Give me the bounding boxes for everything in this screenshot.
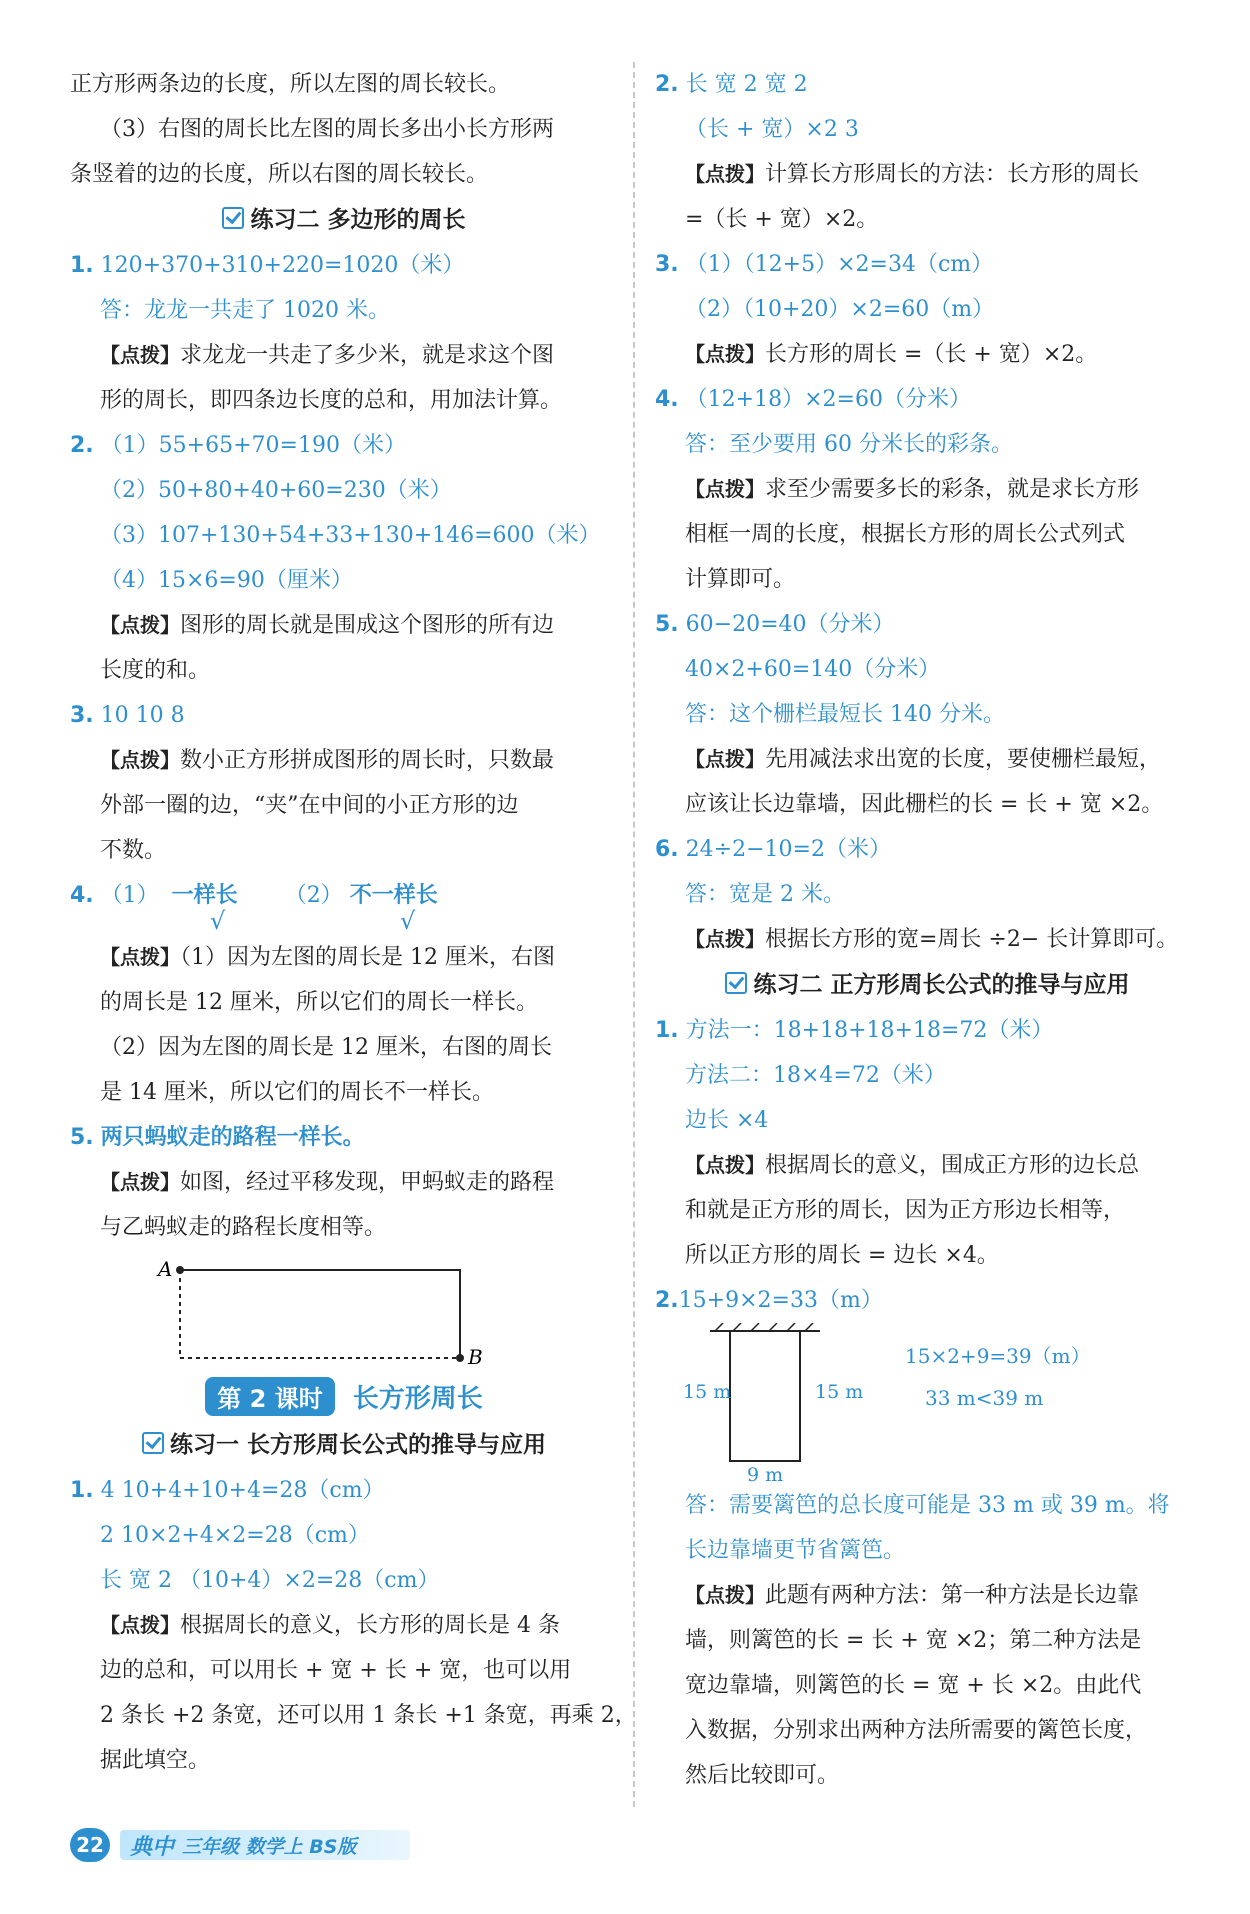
section-title: 练习二 多边形的周长 <box>70 197 618 243</box>
tip-line: 入数据，分别求出两种方法所需要的篱笆长度， <box>685 1718 1148 1743</box>
answer-line: （2）（10+20）×2=60（m） <box>685 297 995 322</box>
square-question-2: 2.15+9×2=33（m） <box>655 1288 883 1313</box>
question-4: 4. （1） 一样长 （2） 不一样长 √ √ <box>70 882 438 935</box>
answer-line: 方法二：18×4=72（米） <box>685 1063 946 1088</box>
column-divider <box>633 62 635 1807</box>
tip: 【点拨】先用减法求出宽的长度，要使栅栏最短， <box>685 747 1162 772</box>
tip-line: 所以正方形的周长 = 边长 ×4。 <box>685 1243 999 1268</box>
answer-line: （2）50+80+40+60=230（米） <box>100 478 452 503</box>
tip: 【点拨】求龙龙一共走了多少米，就是求这个图 <box>100 343 555 368</box>
compare-line: 33 m<39 m <box>925 1386 1044 1410</box>
lesson-tag: 第 2 课时 <box>205 1377 334 1416</box>
tip: 【点拨】图形的周长就是围成这个图形的所有边 <box>100 613 555 638</box>
answer-line: （3）107+130+54+33+130+146=600（米） <box>100 523 601 548</box>
tip: 【点拨】如图，经过平移发现，甲蚂蚁走的路程 <box>100 1170 555 1195</box>
question-2: 2. （1）55+65+70=190（米） <box>70 433 406 458</box>
tip: 【点拨】（1）因为左图的周长是 12 厘米，右图 <box>100 945 555 970</box>
tip: 【点拨】此题有两种方法：第一种方法是长边靠 <box>685 1583 1140 1608</box>
answer-line: 边长 ×4 <box>685 1108 769 1133</box>
question-3: 3. 10 10 8 <box>70 703 185 728</box>
lesson-header <box>70 1370 618 1422</box>
question-5: 5. 60−20=40（分米） <box>655 612 895 637</box>
intro-line: （3）右图的周长比左图的周长多出小长方形两 <box>100 117 554 142</box>
fence-diagram <box>655 1323 1200 1483</box>
tick-icon: √ <box>210 907 226 935</box>
answer: 长边靠墙更节省篱笆。 <box>685 1538 906 1563</box>
tip-line: 据此填空。 <box>100 1748 211 1773</box>
tip-line: （2）因为左图的周长是 12 厘米，右图的周长 <box>100 1035 552 1060</box>
point-a-label: A <box>158 1257 173 1281</box>
question-6: 6. 24÷2−10=2（米） <box>655 837 891 862</box>
intro-line: 条竖着的边的长度，所以右图的周长较长。 <box>70 162 489 187</box>
checkbox-icon <box>222 207 244 229</box>
answer-line: （4）15×6=90（厘米） <box>100 568 353 593</box>
answer: 答：这个栅栏最短长 140 分米。 <box>685 702 1005 727</box>
point-b-label: B <box>468 1345 483 1369</box>
tick-icon: √ <box>400 907 416 935</box>
left-column <box>70 62 637 1783</box>
answer: 答：龙龙一共走了 1020 米。 <box>100 298 390 323</box>
answer: 答：至少要用 60 分米长的彩条。 <box>685 432 1013 457</box>
question-3: 3. （1）（12+5）×2=34（cm） <box>655 252 994 277</box>
calc-line: 15×2+9=39（m） <box>905 1344 1091 1368</box>
tip: 【点拨】根据周长的意义，围成正方形的边长总 <box>685 1153 1140 1178</box>
page-number: 22 <box>70 1828 110 1862</box>
answer-line: 2 10×2+4×2=28（cm） <box>100 1523 370 1548</box>
bottom-label: 9 m <box>747 1464 784 1483</box>
answer: 答：需要篱笆的总长度可能是 33 m 或 39 m。将 <box>685 1493 1170 1518</box>
ant-path-diagram <box>70 1250 618 1370</box>
tip-line: 边的总和，可以用长 + 宽 + 长 + 宽，也可以用 <box>100 1658 572 1683</box>
question-5: 5. 两只蚂蚁走的路程一样长。 <box>70 1124 365 1150</box>
checkbox-icon <box>725 972 747 994</box>
right-column <box>655 62 1200 1798</box>
intro-line: 正方形两条边的长度，所以左图的周长较长。 <box>70 72 511 97</box>
tip: 【点拨】数小正方形拼成图形的周长时，只数最 <box>100 748 555 773</box>
tip-line: 外部一圈的边，“夹”在中间的小正方形的边 <box>100 793 519 818</box>
tip-line: 计算即可。 <box>685 567 796 592</box>
tip-line: =（长 + 宽）×2。 <box>685 207 879 232</box>
tip-line: 相框一周的长度，根据长方形的周长公式列式 <box>685 522 1126 547</box>
tip: 【点拨】计算长方形周长的方法：长方形的周长 <box>685 162 1140 187</box>
tip-line: 的周长是 12 厘米，所以它们的周长一样长。 <box>100 990 538 1015</box>
tip-line: 长度的和。 <box>100 658 211 683</box>
tip-line: 墙，则篱笆的长 = 长 + 宽 ×2；第二种方法是 <box>685 1628 1142 1653</box>
tip: 【点拨】根据长方形的宽=周长 ÷2− 长计算即可。 <box>685 927 1179 952</box>
question-1: 1. 120+370+310+220=1020（米） <box>70 253 465 278</box>
tip-line: 然后比较即可。 <box>685 1763 840 1788</box>
tip-line: 与乙蚂蚁走的路程长度相等。 <box>100 1215 387 1240</box>
footer-band <box>120 1830 410 1860</box>
answer: 答：宽是 2 米。 <box>685 882 845 907</box>
tip: 【点拨】求至少需要多长的彩条，就是求长方形 <box>685 477 1140 502</box>
square-question-1: 1. 方法一：18+18+18+18=72（米） <box>655 1018 1054 1043</box>
tip-line: 形的周长，即四条边长度的总和，用加法计算。 <box>100 388 563 413</box>
brand-logo: 典中 <box>130 1834 175 1860</box>
page-footer <box>70 1826 410 1864</box>
side-right-label: 15 m <box>815 1381 864 1403</box>
lesson-title: 长方形周长 <box>352 1383 483 1414</box>
section-title: 练习一 长方形周长公式的推导与应用 <box>70 1422 618 1468</box>
answer-line: 40×2+60=140（分米） <box>685 657 941 682</box>
book-info: 三年级 数学上 BS版 <box>182 1835 357 1858</box>
question-4: 4. （12+18）×2=60（分米） <box>655 387 971 412</box>
tip-line: 2 条长 +2 条宽，还可以用 1 条长 +1 条宽，再乘 2， <box>100 1703 637 1728</box>
answer-line: （长 + 宽）×2 3 <box>685 117 859 142</box>
practice-1: 1. 4 10+4+10+4=28（cm） <box>70 1478 385 1503</box>
question-2: 2. 长 宽 2 宽 2 <box>655 72 808 97</box>
tip-line: 不数。 <box>100 838 167 863</box>
tip-line: 应该让长边靠墙，因此栅栏的长 = 长 + 宽 ×2。 <box>685 792 1164 817</box>
tip-line: 和就是正方形的周长，因为正方形边长相等， <box>685 1198 1126 1223</box>
tip-line: 宽边靠墙，则篱笆的长 = 宽 + 长 ×2。由此代 <box>685 1673 1142 1698</box>
checkbox-icon <box>142 1432 164 1454</box>
side-left-label: 15 m <box>683 1381 732 1403</box>
section-title: 练习二 正方形周长公式的推导与应用 <box>655 962 1200 1008</box>
tip-line: 是 14 厘米，所以它们的周长不一样长。 <box>100 1080 494 1105</box>
tip: 【点拨】长方形的周长 =（长 + 宽）×2。 <box>685 342 1098 367</box>
tip: 【点拨】根据周长的意义，长方形的周长是 4 条 <box>100 1613 560 1638</box>
answer-line: 长 宽 2 （10+4）×2=28（cm） <box>100 1568 440 1593</box>
